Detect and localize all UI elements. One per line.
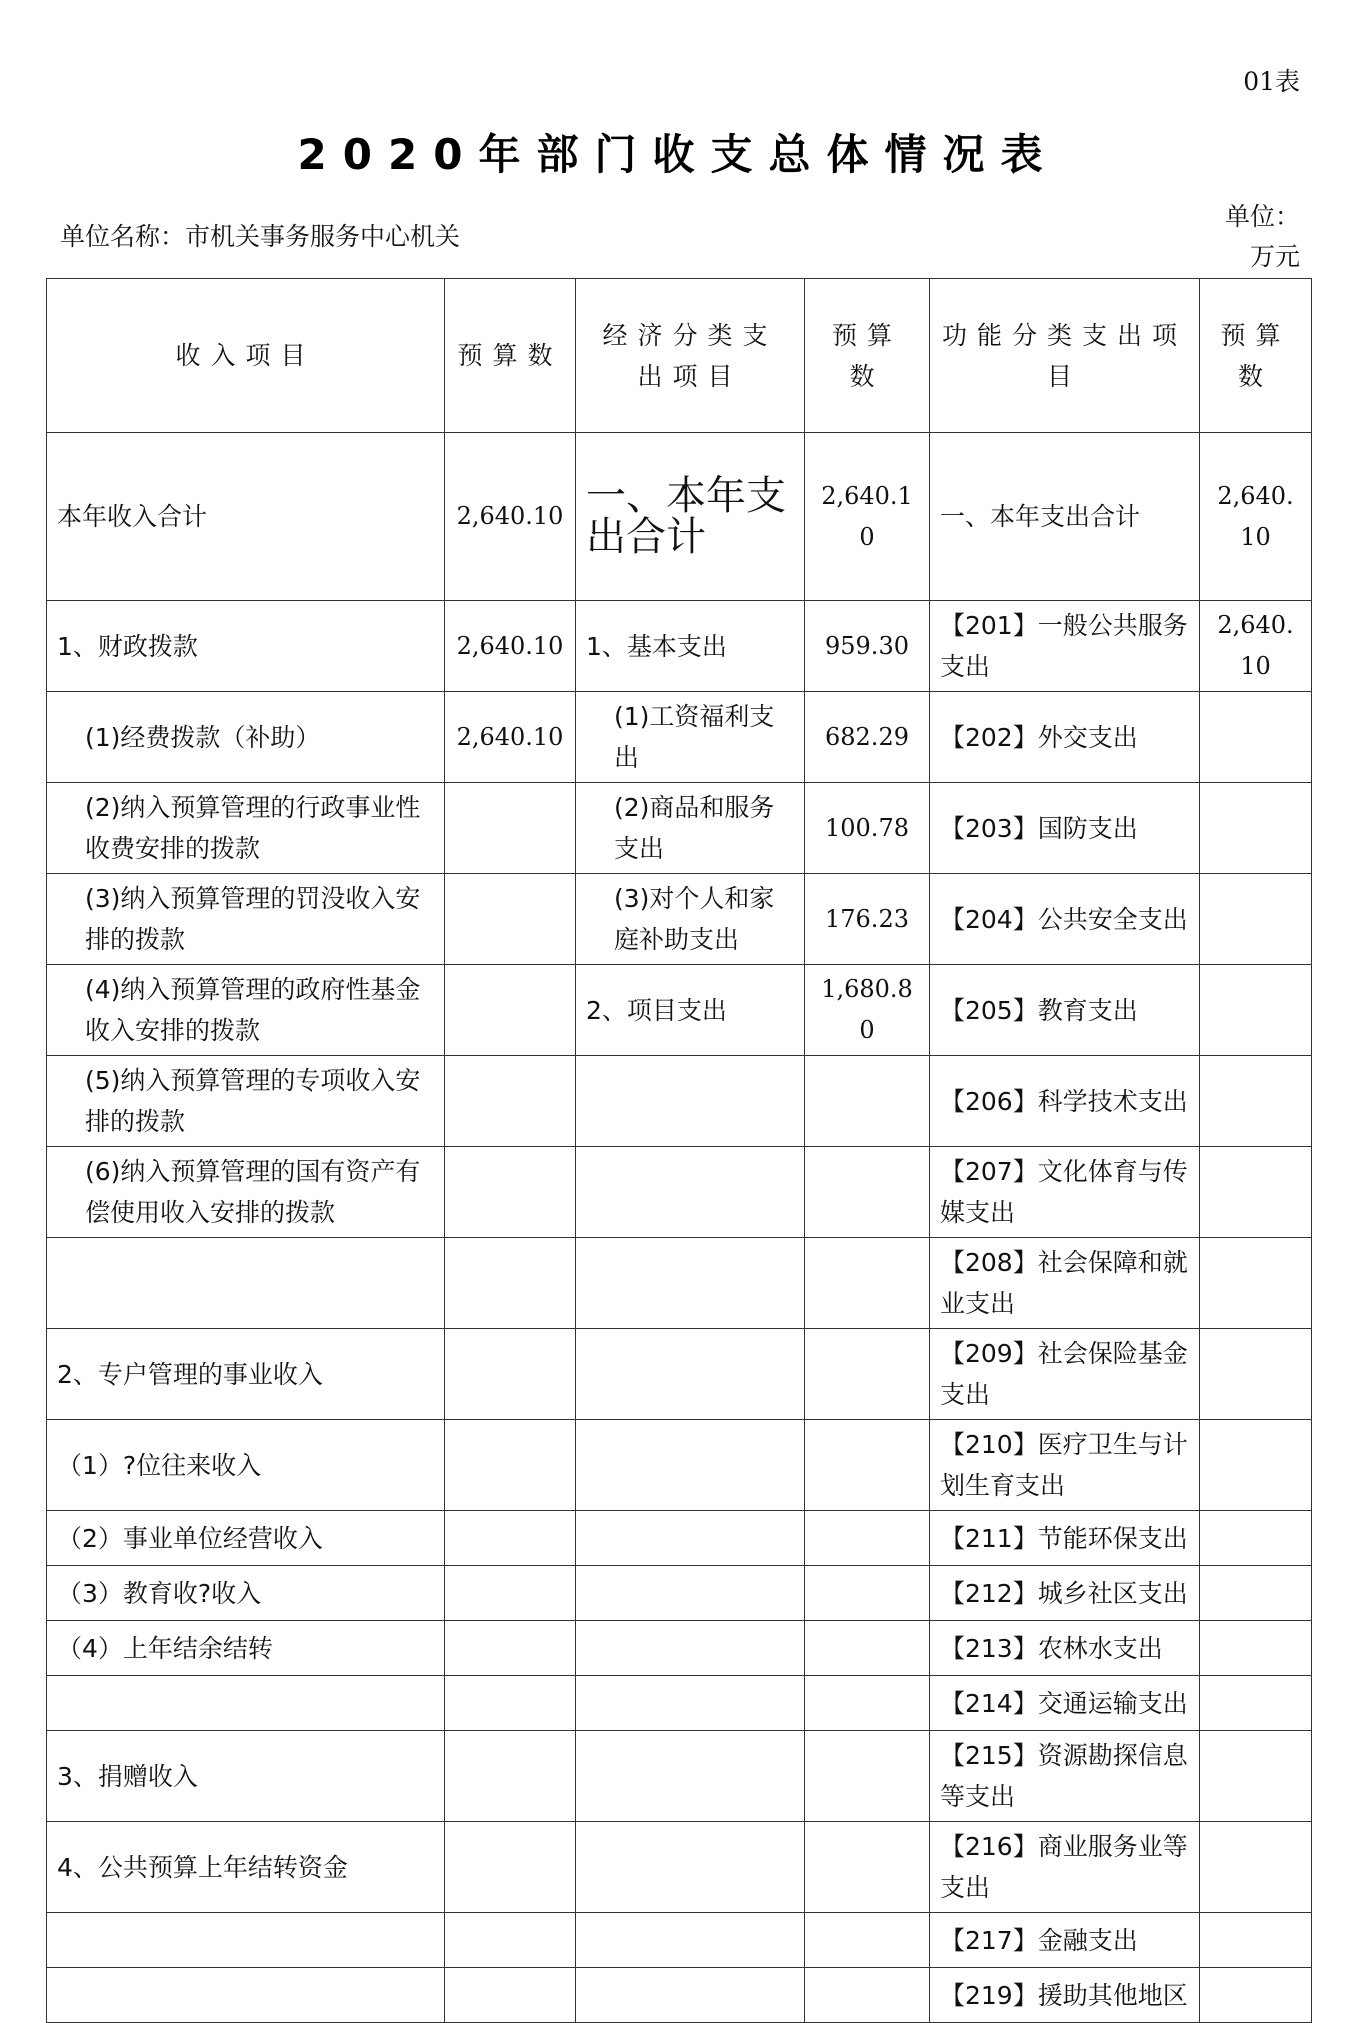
economic-item-cell <box>576 1329 805 1420</box>
income-item-cell <box>47 1676 445 1731</box>
table-row <box>47 1968 1312 2023</box>
table-number: 01表 <box>1243 67 1300 96</box>
economic-item-cell <box>576 1238 805 1329</box>
page-title: 2020年部门收支总体情况表 <box>297 130 1059 179</box>
economic-item-cell: (1)工资福利支出 <box>576 692 805 783</box>
economic-budget-cell: 682.29 <box>805 692 930 783</box>
income-item-cell: 1、财政拨款 <box>47 601 445 692</box>
table-row <box>47 1238 1312 1329</box>
functional-item-cell: 【202】外交支出 <box>930 692 1200 783</box>
table-row <box>47 601 1312 692</box>
functional-budget-cell <box>1200 1621 1312 1676</box>
income-budget-cell <box>445 1676 576 1731</box>
functional-budget-cell <box>1200 1238 1312 1329</box>
economic-item-cell: 一、本年支出合计 <box>576 433 805 601</box>
table-row <box>47 874 1312 965</box>
economic-budget-cell: 2,640.10 <box>805 433 930 601</box>
economic-budget-cell <box>805 1621 930 1676</box>
income-budget-cell <box>445 1822 576 1913</box>
income-budget-cell <box>445 1913 576 1968</box>
functional-item-cell: 【207】文化体育与传媒支出 <box>930 1147 1200 1238</box>
income-item-cell: 3、捐赠收入 <box>47 1731 445 1822</box>
economic-budget-cell <box>805 1147 930 1238</box>
economic-budget-cell <box>805 1676 930 1731</box>
table-row <box>47 1676 1312 1731</box>
economic-item-cell <box>576 1420 805 1511</box>
economic-item-cell <box>576 1676 805 1731</box>
functional-budget-cell <box>1200 965 1312 1056</box>
functional-item-cell: 【213】农林水支出 <box>930 1621 1200 1676</box>
economic-budget-cell <box>805 1420 930 1511</box>
functional-item-cell: 【210】医疗卫生与计划生育支出 <box>930 1420 1200 1511</box>
functional-budget-cell <box>1200 1676 1312 1731</box>
economic-item-cell: (3)对个人和家庭补助支出 <box>576 874 805 965</box>
table-row <box>47 965 1312 1056</box>
functional-item-cell: 【206】科学技术支出 <box>930 1056 1200 1147</box>
functional-budget-cell <box>1200 1329 1312 1420</box>
income-item-cell: (1)经费拨款（补助） <box>47 692 445 783</box>
income-item-cell: (4)纳入预算管理的政府性基金收入安排的拨款 <box>47 965 445 1056</box>
income-item-cell: 2、专户管理的事业收入 <box>47 1329 445 1420</box>
col-header-income-item: 收入项目 <box>47 279 445 433</box>
unit-name: 单位名称：市机关事务服务中心机关 <box>60 222 461 251</box>
income-item-cell: （3）教育收?收入 <box>47 1566 445 1621</box>
economic-item-cell <box>576 1566 805 1621</box>
table-row <box>47 1621 1312 1676</box>
economic-item-cell <box>576 1822 805 1913</box>
table-row <box>47 1822 1312 1913</box>
economic-budget-cell: 1,680.80 <box>805 965 930 1056</box>
income-item-cell: （4）上年结余结转 <box>47 1621 445 1676</box>
economic-budget-cell <box>805 1329 930 1420</box>
unit-label: 单位： 万元 <box>1224 202 1300 271</box>
economic-item-cell <box>576 1056 805 1147</box>
income-item-cell <box>47 1238 445 1329</box>
income-budget-cell <box>445 1238 576 1329</box>
functional-budget-cell: 2,640.10 <box>1200 601 1312 692</box>
economic-budget-cell <box>805 1238 930 1329</box>
col-header-budget-1: 预算数 <box>445 279 576 433</box>
functional-budget-cell <box>1200 1511 1312 1566</box>
income-budget-cell: 2,640.10 <box>445 601 576 692</box>
header-row <box>47 279 1312 433</box>
functional-item-cell: 【201】一般公共服务支出 <box>930 601 1200 692</box>
income-budget-cell <box>445 783 576 874</box>
income-budget-cell <box>445 1147 576 1238</box>
income-item-cell: （2）事业单位经营收入 <box>47 1511 445 1566</box>
economic-budget-cell: 100.78 <box>805 783 930 874</box>
functional-item-cell: 【214】交通运输支出 <box>930 1676 1200 1731</box>
economic-budget-cell: 176.23 <box>805 874 930 965</box>
functional-budget-cell <box>1200 1420 1312 1511</box>
economic-item-cell <box>576 1511 805 1566</box>
budget-table <box>46 278 1312 2023</box>
economic-item-cell <box>576 1731 805 1822</box>
economic-budget-cell: 959.30 <box>805 601 930 692</box>
functional-item-cell: 【216】商业服务业等支出 <box>930 1822 1200 1913</box>
table-row <box>47 1147 1312 1238</box>
functional-item-cell: 【211】节能环保支出 <box>930 1511 1200 1566</box>
income-budget-cell: 2,640.10 <box>445 433 576 601</box>
income-item-cell: （1）?位往来收入 <box>47 1420 445 1511</box>
col-header-functional-item: 功能分类支出项目 <box>930 279 1200 433</box>
economic-budget-cell <box>805 1731 930 1822</box>
income-budget-cell <box>445 1731 576 1822</box>
income-item-cell: (6)纳入预算管理的国有资产有偿使用收入安排的拨款 <box>47 1147 445 1238</box>
functional-budget-cell <box>1200 1822 1312 1913</box>
income-item-cell: (3)纳入预算管理的罚没收入安排的拨款 <box>47 874 445 965</box>
functional-item-cell: 【215】资源勘探信息等支出 <box>930 1731 1200 1822</box>
functional-budget-cell <box>1200 783 1312 874</box>
income-budget-cell <box>445 874 576 965</box>
col-header-economic-item: 经济分类支出项目 <box>576 279 805 433</box>
income-budget-cell <box>445 1968 576 2023</box>
table-row <box>47 1056 1312 1147</box>
functional-item-cell: 【217】金融支出 <box>930 1913 1200 1968</box>
income-budget-cell <box>445 1420 576 1511</box>
functional-budget-cell <box>1200 1913 1312 1968</box>
col-header-budget-2: 预算数 <box>805 279 930 433</box>
income-budget-cell <box>445 965 576 1056</box>
income-budget-cell <box>445 1329 576 1420</box>
economic-item-cell <box>576 1621 805 1676</box>
col-header-budget-3: 预算数 <box>1200 279 1312 433</box>
functional-budget-cell <box>1200 1731 1312 1822</box>
income-budget-cell <box>445 1056 576 1147</box>
functional-budget-cell: 2,640.10 <box>1200 433 1312 601</box>
income-item-cell: (2)纳入预算管理的行政事业性收费安排的拨款 <box>47 783 445 874</box>
income-budget-cell <box>445 1566 576 1621</box>
functional-item-cell: 一、本年支出合计 <box>930 433 1200 601</box>
functional-item-cell: 【208】社会保障和就业支出 <box>930 1238 1200 1329</box>
income-item-cell <box>47 1968 445 2023</box>
table-row <box>47 1511 1312 1566</box>
functional-budget-cell <box>1200 1147 1312 1238</box>
functional-budget-cell <box>1200 692 1312 783</box>
functional-budget-cell <box>1200 1566 1312 1621</box>
income-budget-cell <box>445 1621 576 1676</box>
table-row <box>47 1566 1312 1621</box>
functional-item-cell: 【204】公共安全支出 <box>930 874 1200 965</box>
functional-budget-cell <box>1200 1056 1312 1147</box>
table-row <box>47 1420 1312 1511</box>
income-item-cell: (5)纳入预算管理的专项收入安排的拨款 <box>47 1056 445 1147</box>
economic-budget-cell <box>805 1822 930 1913</box>
economic-budget-cell <box>805 1056 930 1147</box>
functional-item-cell: 【209】社会保险基金支出 <box>930 1329 1200 1420</box>
economic-item-cell: (2)商品和服务支出 <box>576 783 805 874</box>
economic-budget-cell <box>805 1566 930 1621</box>
economic-item-cell <box>576 1913 805 1968</box>
income-budget-cell: 2,640.10 <box>445 692 576 783</box>
economic-item-cell: 2、项目支出 <box>576 965 805 1056</box>
functional-item-cell: 【219】援助其他地区 <box>930 1968 1200 2023</box>
functional-item-cell: 【205】教育支出 <box>930 965 1200 1056</box>
economic-budget-cell <box>805 1511 930 1566</box>
income-budget-cell <box>445 1511 576 1566</box>
functional-budget-cell <box>1200 1968 1312 2023</box>
economic-item-cell <box>576 1147 805 1238</box>
income-item-cell <box>47 1913 445 1968</box>
functional-item-cell: 【212】城乡社区支出 <box>930 1566 1200 1621</box>
table-row <box>47 692 1312 783</box>
economic-item-cell: 1、基本支出 <box>576 601 805 692</box>
economic-budget-cell <box>805 1913 930 1968</box>
functional-budget-cell <box>1200 874 1312 965</box>
income-item-cell: 本年收入合计 <box>47 433 445 601</box>
table-row <box>47 783 1312 874</box>
table-row <box>47 1329 1312 1420</box>
table-row <box>47 433 1312 601</box>
income-item-cell: 4、公共预算上年结转资金 <box>47 1822 445 1913</box>
functional-item-cell: 【203】国防支出 <box>930 783 1200 874</box>
economic-item-cell <box>576 1968 805 2023</box>
table-row <box>47 1913 1312 1968</box>
table-row <box>47 1731 1312 1822</box>
economic-budget-cell <box>805 1968 930 2023</box>
